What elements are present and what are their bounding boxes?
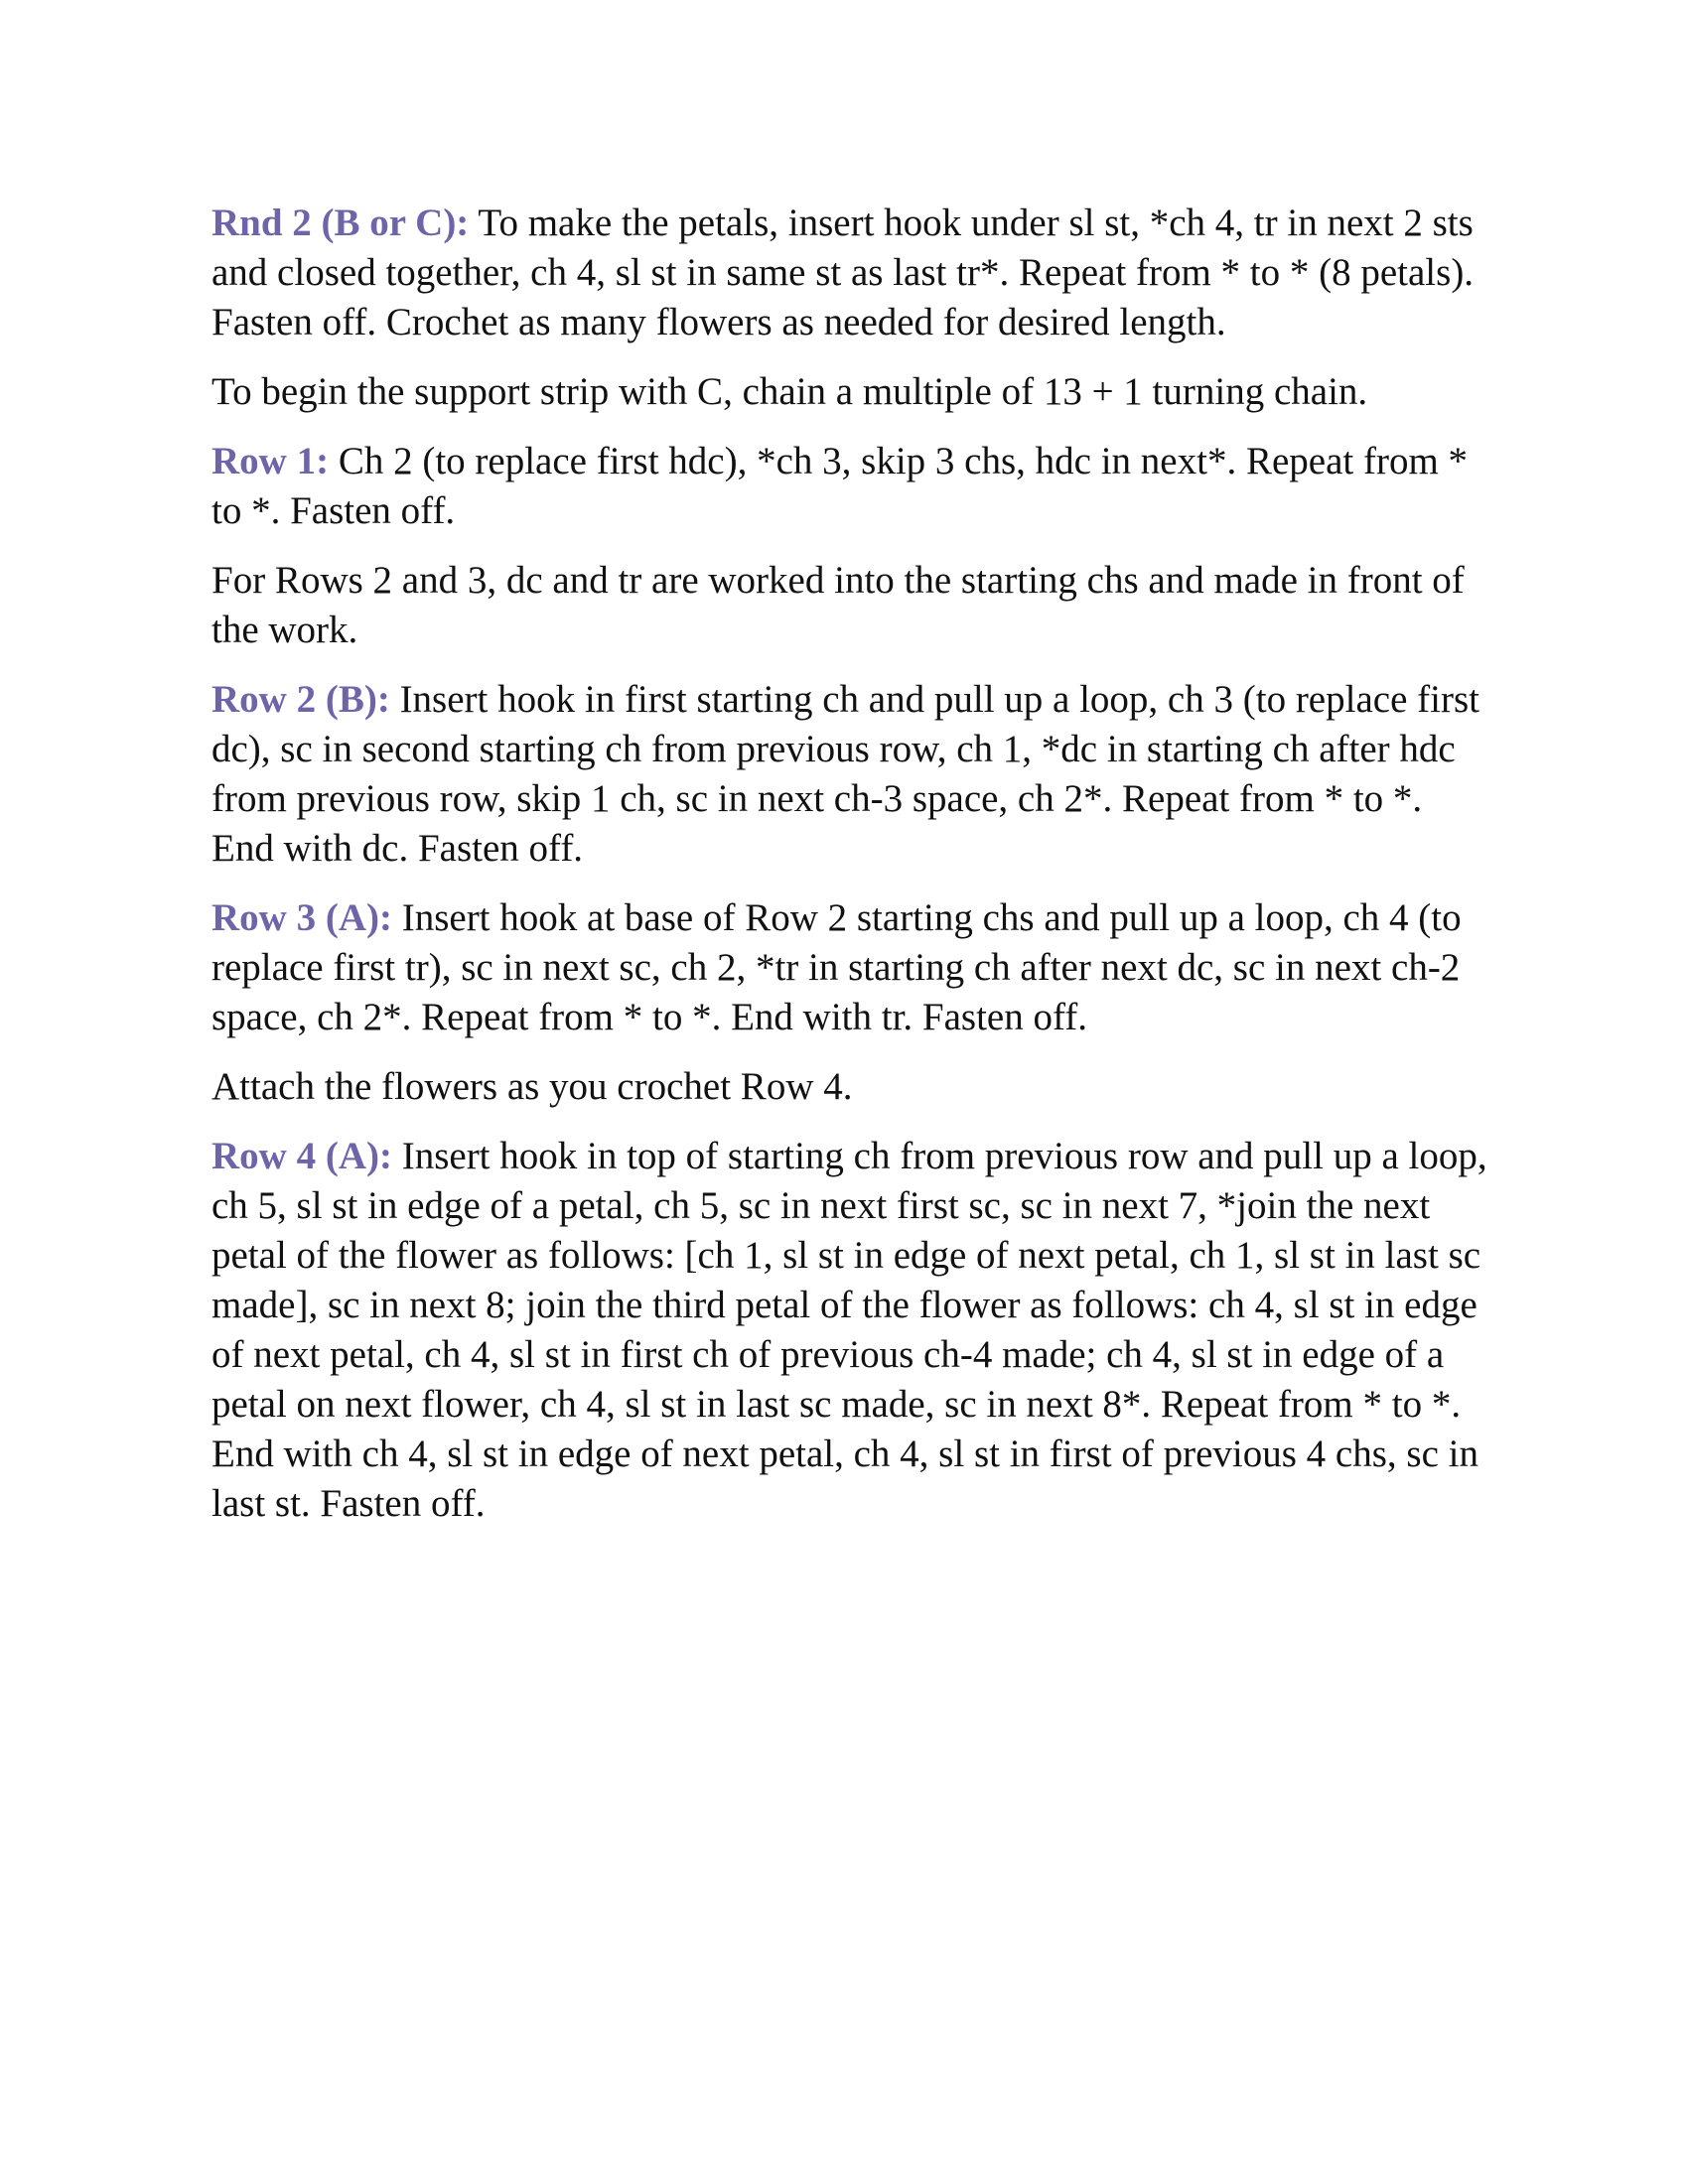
instruction-row-2 — [211, 675, 1492, 874]
instruction-rnd-2 — [211, 199, 1492, 347]
instruction-row-3 — [211, 893, 1492, 1042]
instruction-label: Row 3 (A): — [211, 896, 392, 939]
instruction-text: Insert hook in first starting ch and pull up a loop, ch 3 (to replace first dc), sc in second starting ch from previous row, ch 1, *dc in starting ch after hdc from previous row, skip 1 ch, sc in next ch-3 space, ch 2*. Repeat from * to *. End with dc. Fasten off. — [211, 678, 1479, 870]
instruction-text: To make the petals, insert hook under sl st, *ch 4, tr in next 2 sts and closed together, ch 4, sl st in same st as last tr*. Repeat from * to * (8 petals). Fasten off. Crochet as many flowers as needed for desired length. — [211, 202, 1475, 343]
note-text: Attach the flowers as you crochet Row 4. — [211, 1065, 853, 1108]
instruction-text: Insert hook at base of Row 2 starting chs and pull up a loop, ch 4 (to replace first tr), sc in next sc, ch 2, *tr in starting ch after next dc, sc in next ch-2 space, ch 2*. Repeat from * to *. End with tr. Fasten off. — [211, 896, 1462, 1038]
instruction-row-4 — [211, 1132, 1492, 1529]
instruction-label: Row 1: — [211, 440, 330, 482]
instruction-text: Ch 2 (to replace first hdc), *ch 3, skip 3 chs, hdc in next*. Repeat from * to *. Fasten off. — [211, 440, 1469, 532]
document-page — [211, 199, 1492, 1549]
note-text: For Rows 2 and 3, dc and tr are worked into the starting chs and made in front of the work. — [211, 559, 1465, 651]
instruction-row-1 — [211, 437, 1492, 536]
note-text: To begin the support strip with C, chain a multiple of 13 + 1 turning chain. — [211, 370, 1368, 413]
note-attach-flowers — [211, 1062, 1492, 1112]
instruction-label: Row 2 (B): — [211, 678, 390, 721]
note-rows-2-3 — [211, 556, 1492, 655]
instruction-label: Rnd 2 (B or C): — [211, 202, 470, 244]
instruction-label: Row 4 (A): — [211, 1135, 392, 1177]
note-support-strip — [211, 367, 1492, 417]
instruction-text: Insert hook in top of starting ch from previous row and pull up a loop, ch 5, sl st in edge of a petal, ch 5, sc in next first sc, sc in next 7, *join the next petal of the flower as follows: [ch 1, sl st in edge of next petal, ch 1, sl st in last sc made], sc in next 8; join the third petal of the flower as follows: ch 4, sl st in edge of next petal, ch 4, sl st in first ch of previous ch-4 made; ch 4, sl st in edge of a petal on next flower, ch 4, sl st in last sc made, sc in next 8*. Repeat from * to *. End with ch 4, sl st in edge of next petal, ch 4, sl st in first of previous 4 chs, sc in last st. Fasten off. — [211, 1135, 1487, 1525]
